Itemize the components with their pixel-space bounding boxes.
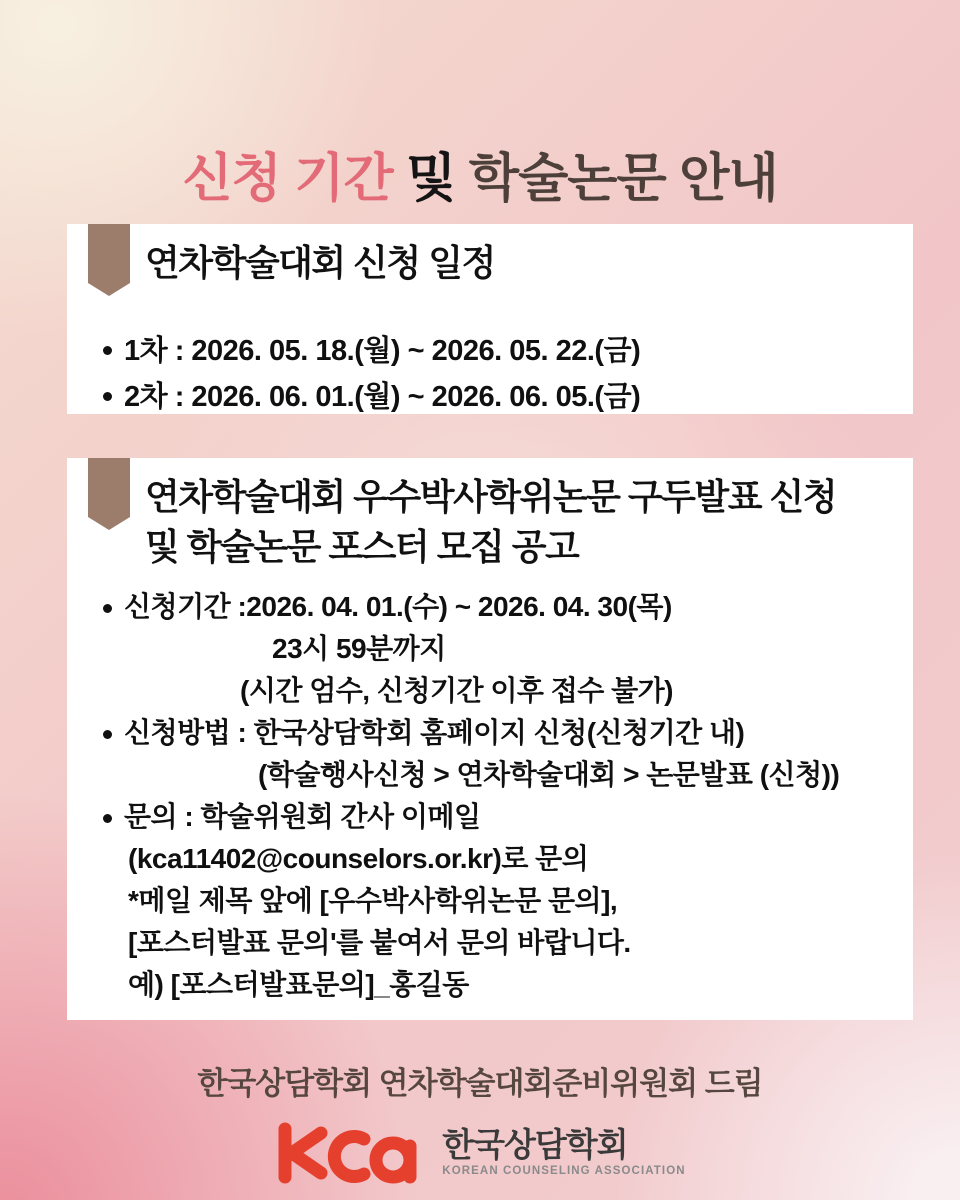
list-item	[67, 712, 913, 796]
application-period: 신청기간 :2026. 04. 01.(수) ~ 2026. 04. 30(목)	[124, 591, 672, 622]
schedule-card-title: 연차학술대회 신청 일정	[145, 242, 495, 283]
bookmark-ribbon-icon	[88, 224, 130, 296]
application-method-path: (학술행사신청 > 연차학술대회 > 논문발표 (신청))	[258, 759, 840, 790]
title-rest: 학술논문 안내	[468, 150, 778, 208]
contact-note-1: *메일 제목 앞에 [우수박사학위논문 문의],	[128, 885, 618, 916]
application-period-note: (시간 엄수, 신청기간 이후 접수 불가)	[240, 675, 673, 706]
title-line-1: 연차학술대회 우수박사학위논문 구두발표 신청	[145, 476, 837, 517]
contact-example: 예) [포스터발표문의]_홍길동	[128, 969, 469, 1000]
bookmark-ribbon-icon	[88, 458, 130, 530]
logo-wordmark	[442, 1127, 685, 1179]
title-middle: 및	[392, 150, 469, 208]
call-for-papers-list	[67, 586, 913, 1006]
footer-signoff: 한국상담학회 연차학술대회준비위원회 드림	[197, 1066, 763, 1101]
call-for-papers-card	[67, 458, 913, 1020]
contact-note-2: [포스터발표 문의'를 붙여서 문의 바랍니다.	[128, 927, 631, 958]
kca-logo-icon	[274, 1122, 426, 1184]
title-line-2: 및 학술논문 포스터 모집 공고	[145, 526, 579, 567]
page-title	[0, 136, 960, 211]
list-item	[67, 796, 913, 1006]
application-period-detail: 23시 59분까지	[272, 633, 446, 664]
title-highlight: 신청 기간	[182, 150, 393, 208]
logo-korean-name: 한국상담학회	[442, 1126, 628, 1163]
contact-email: (kca11402@counselors.or.kr)로 문의	[128, 843, 589, 874]
list-item: 1차 : 2026. 05. 18.(월) ~ 2026. 05. 22.(금)	[67, 328, 913, 374]
application-method: 신청방법 : 한국상담학회 홈페이지 신청(신청기간 내)	[124, 717, 745, 748]
schedule-card	[67, 224, 913, 414]
call-for-papers-title	[145, 472, 836, 572]
logo-english-name: KOREAN COUNSELING ASSOCIATION	[442, 1165, 686, 1177]
organization-logo	[0, 1122, 960, 1184]
contact-info: 문의 : 학술위원회 간사 이메일	[124, 801, 481, 832]
schedule-list	[67, 328, 913, 420]
list-item	[67, 586, 913, 712]
list-item: 2차 : 2026. 06. 01.(월) ~ 2026. 06. 05.(금)	[67, 374, 913, 420]
